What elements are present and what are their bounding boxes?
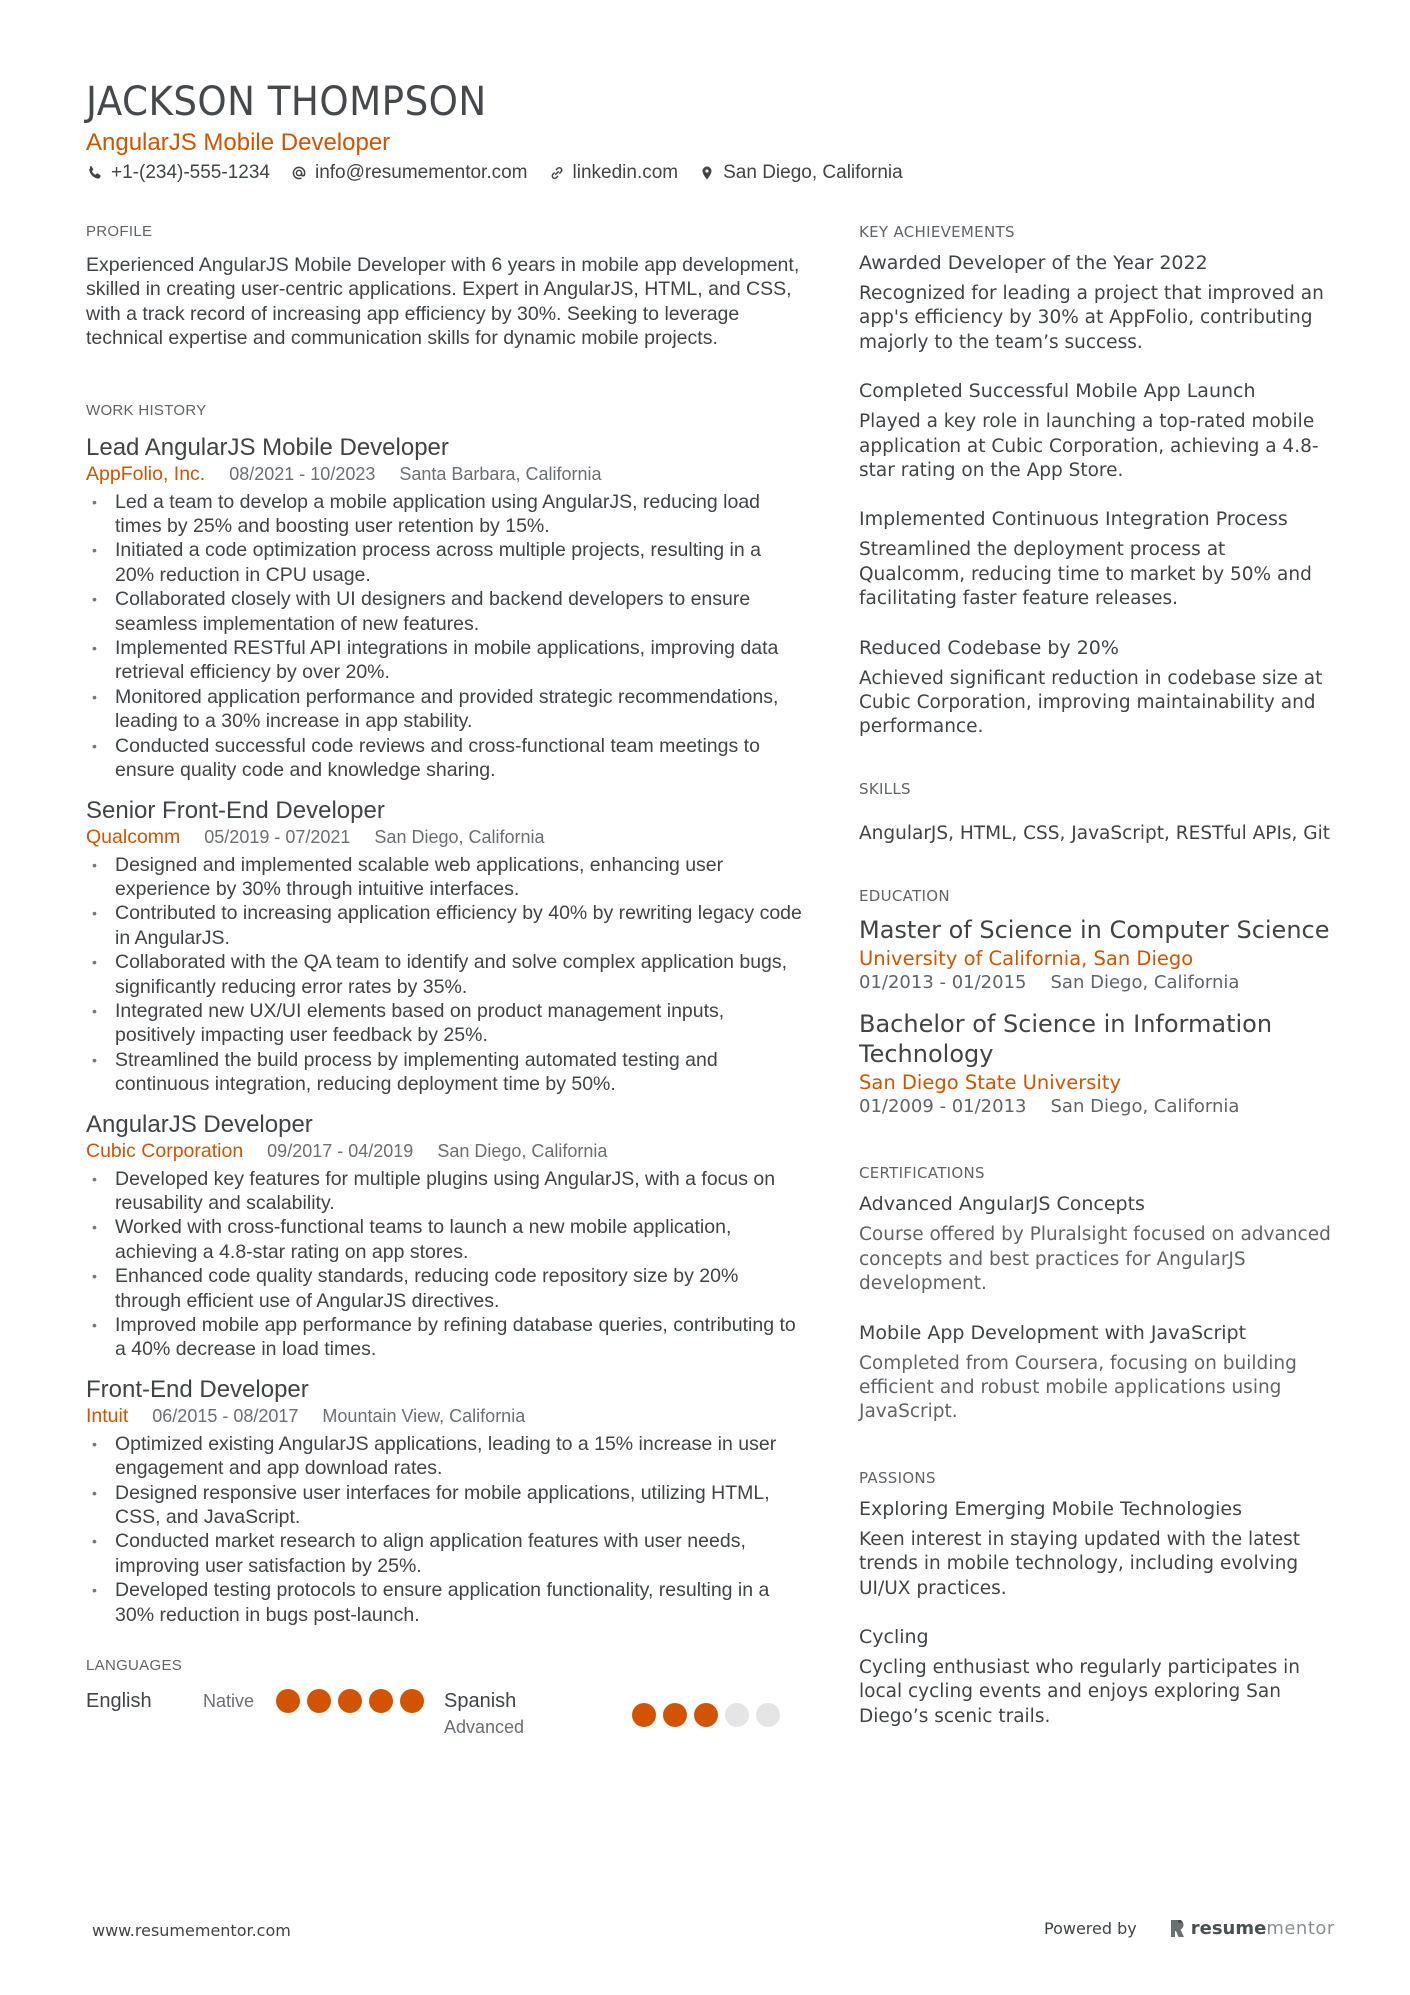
section-label-work-history: WORK HISTORY (86, 401, 207, 419)
bullet-text: Developed key features for multiple plugins using AngularJS, with a focus on reusability and scalability. (115, 1167, 776, 1214)
rating-dot-empty (756, 1703, 780, 1727)
left-column (86, 223, 802, 1739)
bullet-item (86, 1432, 802, 1481)
brand-part-2: mentor (1266, 1918, 1335, 1939)
bullet-item (86, 587, 802, 636)
degree-title: Master of Science in Computer Science (859, 916, 1330, 945)
skills-list: AngularJS, HTML, CSS, JavaScript, RESTful APIs, Git (859, 822, 1331, 844)
achievement-list (859, 251, 1337, 740)
contact-linkedin-text[interactable]: linkedin.com (572, 162, 679, 183)
education-meta (859, 1095, 1337, 1119)
bullet-text: Improved mobile app performance by refining database queries, contributing to a 40% decrease in load times. (115, 1314, 796, 1361)
languages-section (86, 1657, 802, 1739)
job-location: Santa Barbara, California (399, 463, 602, 484)
job-title: AngularJS Developer (86, 1110, 313, 1138)
bullet-dot-icon: • (92, 1268, 97, 1285)
company-name: AppFolio, Inc. (86, 462, 206, 485)
profile-section (86, 223, 802, 351)
achievement-item-description: Played a key role in launching a top-rated mobile application at Cubic Corporation, achieving a 4.8-star rating on the App Store. (859, 411, 1319, 482)
contact-email-text[interactable]: info@resumementor.com (314, 162, 528, 183)
rating-dot-empty (725, 1703, 749, 1727)
powered-by-label: Powered by (1044, 1919, 1137, 1938)
achievement-item-description: Streamlined the deployment process at Qualcomm, reducing time to market by 50% and facilitating faster feature releases. (859, 539, 1312, 610)
job-bullets (86, 1432, 802, 1627)
bullet-dot-icon: • (92, 640, 97, 657)
job-entry (86, 434, 802, 783)
achievement-item-description: Achieved significant reduction in codebase size at Cubic Corporation, improving maintainability and performance. (859, 667, 1323, 738)
bullet-item (86, 734, 802, 783)
bullet-dot-icon: • (92, 1051, 97, 1068)
bullet-text: Enhanced code quality standards, reducing code repository size by 20% through efficient use of AngularJS directives. (115, 1265, 739, 1312)
bullet-text: Optimized existing AngularJS applications, leading to a 15% increase in user engagement and app download rates. (115, 1432, 777, 1480)
school-name: University of California, San Diego (859, 947, 1194, 971)
section-label-certifications: CERTIFICATIONS (859, 1164, 985, 1183)
achievement-item-title: Implemented Continuous Integration Process (859, 508, 1288, 531)
bullet-text: Integrated new UX/UI elements based on product management inputs, positively impacting user feedback by 25%. (115, 999, 725, 1047)
bullet-text: Streamlined the build process by implementing automated testing and continuous integration, reducing deployment time by 50%. (115, 1048, 718, 1096)
section-label-profile: PROFILE (86, 223, 153, 240)
education-location: San Diego, California (1050, 972, 1240, 994)
bullet-dot-icon: • (92, 954, 97, 971)
language-rating (632, 1703, 780, 1727)
bullet-item (86, 901, 802, 950)
education-list (859, 915, 1337, 1119)
rating-dot-filled (276, 1689, 300, 1713)
certifications-section (859, 1164, 1337, 1424)
contact-phone (86, 160, 270, 186)
education-item (859, 915, 1337, 995)
bullet-text: Collaborated closely with UI designers and backend developers to ensure seamless implementation of new features. (115, 588, 751, 635)
passion-item-title: Exploring Emerging Mobile Technologies (859, 1497, 1243, 1520)
resume-header (86, 78, 1326, 186)
spacer (859, 612, 1337, 626)
job-dates: 05/2019 - 07/2021 (204, 826, 351, 847)
rating-dot-filled (369, 1689, 393, 1713)
company-name: Cubic Corporation (86, 1139, 244, 1162)
candidate-title: AngularJS Mobile Developer (86, 129, 391, 156)
bullet-dot-icon: • (92, 905, 97, 922)
passion-item-title: Cycling (859, 1625, 929, 1648)
achievement-item-title: Awarded Developer of the Year 2022 (859, 252, 1208, 274)
bullet-item (86, 950, 802, 999)
section-label-key-achievements: KEY ACHIEVEMENTS (859, 223, 1015, 241)
certification-item-description: Course offered by Pluralsight focused on advanced concepts and best practices for AngularJS development. (859, 1224, 1331, 1295)
certification-item-title: Advanced AngularJS Concepts (859, 1193, 1145, 1216)
passion-item (859, 1601, 1337, 1729)
company-name: Intuit (86, 1404, 129, 1427)
bullet-item (86, 999, 802, 1048)
language-item (86, 1689, 444, 1739)
candidate-name: JACKSON THOMPSON (86, 79, 487, 125)
job-location: San Diego, California (374, 826, 545, 847)
education-dates: 01/2013 - 01/2015 (859, 972, 1027, 994)
education-meta (859, 971, 1337, 995)
education-dates: 01/2009 - 01/2013 (859, 1096, 1027, 1118)
section-label-skills: SKILLS (859, 779, 911, 798)
footer-website[interactable]: www.resumementor.com (92, 1921, 291, 1940)
job-location: San Diego, California (437, 1140, 608, 1161)
bullet-item (86, 1215, 802, 1264)
bullet-text: Developed testing protocols to ensure application functionality, resulting in a 30% reduction in bugs post-launch. (115, 1579, 770, 1626)
language-item (444, 1689, 802, 1739)
achievement-item (859, 355, 1337, 483)
certification-item-title: Mobile App Development with JavaScript (859, 1321, 1247, 1344)
bullet-text: Contributed to increasing application efficiency by 40% by rewriting legacy code in AngularJS. (115, 902, 802, 949)
job-list (86, 434, 802, 1627)
link-icon (548, 164, 566, 182)
job-title: Lead AngularJS Mobile Developer (86, 433, 449, 461)
rating-dot-filled (400, 1689, 424, 1713)
achievement-item (859, 251, 1337, 355)
job-meta (86, 462, 802, 486)
brand-part-1: resume (1190, 1918, 1267, 1939)
achievement-item-description: Recognized for leading a project that improved an app's efficiency by 30% at AppFolio, contributing majorly to the team’s success. (859, 283, 1324, 353)
passions-section (859, 1469, 1337, 1729)
bullet-dot-icon: • (92, 493, 97, 510)
passion-item-description: Keen interest in staying updated with the latest trends in mobile technology, including evolving UI/UX practices. (859, 1528, 1301, 1599)
bullet-dot-icon: • (92, 1219, 97, 1236)
bullet-item (86, 1048, 802, 1097)
contact-linkedin (548, 160, 679, 186)
rating-dot-filled (663, 1703, 687, 1727)
education-section (859, 887, 1337, 1119)
spacer (859, 355, 1337, 369)
spacer (859, 1297, 1337, 1311)
job-dates: 08/2021 - 10/2023 (229, 463, 376, 484)
job-title: Senior Front-End Developer (86, 796, 385, 824)
bullet-dot-icon: • (92, 856, 97, 873)
key-achievements-section (859, 223, 1337, 740)
job-meta (86, 825, 802, 849)
contact-phone-text[interactable]: +1-(234)-555-1234 (111, 162, 270, 183)
section-label-passions: PASSIONS (859, 1468, 936, 1487)
language-rating (276, 1689, 424, 1713)
bullet-dot-icon: • (92, 591, 97, 608)
language-level: Advanced (444, 1717, 525, 1738)
bullet-text: Designed responsive user interfaces for mobile applications, utilizing HTML, CSS, and JavaScript. (115, 1481, 770, 1529)
rating-dot-filled (307, 1689, 331, 1713)
bullet-item (86, 685, 802, 734)
bullet-item (86, 853, 802, 902)
education-location: San Diego, California (1050, 1096, 1240, 1118)
bullet-item (86, 1313, 802, 1362)
bullet-dot-icon: • (92, 1170, 97, 1187)
bullet-text: Conducted market research to align application features with user needs, improving user satisfaction by 25%. (115, 1530, 746, 1577)
achievement-item (859, 483, 1337, 611)
job-meta (86, 1404, 802, 1428)
job-bullets (86, 1167, 802, 1362)
passion-item (859, 1497, 1337, 1601)
at-icon (290, 164, 308, 182)
resumementor-logo-icon (1169, 1919, 1185, 1938)
language-list (86, 1689, 802, 1739)
section-label-education: EDUCATION (859, 887, 950, 906)
footer-powered-by (1044, 1918, 1335, 1939)
right-column (859, 223, 1337, 1729)
spacer (859, 1601, 1337, 1615)
language-level: Native (203, 1691, 255, 1712)
language-name: English (86, 1690, 152, 1713)
bullet-text: Implemented RESTful API integrations in mobile applications, improving data retrieval efficiency by over 20%. (115, 637, 779, 684)
certification-item (859, 1192, 1337, 1296)
bullet-dot-icon: • (92, 1435, 97, 1452)
bullet-dot-icon: • (92, 1484, 97, 1501)
certification-item (859, 1297, 1337, 1425)
contact-location-text: San Diego, California (723, 162, 903, 183)
language-name: Spanish (444, 1690, 517, 1713)
skills-section (859, 780, 1337, 846)
job-entry (86, 1376, 802, 1627)
school-name: San Diego State University (859, 1071, 1122, 1095)
bullet-text: Worked with cross-functional teams to launch a new mobile application, achieving a 4.8-star rating on app stores. (115, 1216, 732, 1263)
bullet-dot-icon: • (92, 1582, 97, 1599)
resumementor-logo[interactable] (1169, 1918, 1335, 1939)
bullet-text: Monitored application performance and provided strategic recommendations, leading to a 30% increase in app stability. (115, 685, 779, 733)
location-pin-icon (698, 164, 716, 182)
bullet-item (86, 1481, 802, 1530)
contact-email (290, 160, 528, 186)
passion-list (859, 1497, 1337, 1729)
certification-item-description: Completed from Coursera, focusing on building efficient and robust mobile applications using JavaScript. (859, 1352, 1297, 1423)
bullet-dot-icon: • (92, 737, 97, 754)
achievement-item-title: Reduced Codebase by 20% (859, 636, 1119, 659)
degree-title: Bachelor of Science in Information Technology (859, 1010, 1273, 1069)
contact-location (698, 160, 903, 186)
certification-list (859, 1192, 1337, 1424)
job-bullets (86, 853, 802, 1097)
education-item (859, 1009, 1337, 1119)
job-title: Front-End Developer (86, 1375, 309, 1403)
bullet-text: Designed and implemented scalable web applications, enhancing user experience by 30% through intuitive interfaces. (115, 853, 724, 900)
bullet-dot-icon: • (92, 542, 97, 559)
section-label-languages: LANGUAGES (86, 1657, 183, 1675)
job-bullets (86, 490, 802, 783)
bullet-dot-icon: • (92, 1533, 97, 1550)
job-dates: 06/2015 - 08/2017 (152, 1405, 299, 1426)
company-name: Qualcomm (86, 825, 181, 848)
rating-dot-filled (694, 1703, 718, 1727)
job-entry (86, 797, 802, 1097)
bullet-item (86, 1167, 802, 1216)
job-location: Mountain View, California (322, 1405, 526, 1426)
bullet-item (86, 1529, 802, 1578)
bullet-item (86, 1264, 802, 1313)
profile-summary: Experienced AngularJS Mobile Developer with 6 years in mobile app development, skilled in creating user-centric applications. Expert in AngularJS, HTML, and CSS, with a track record of increasing app efficiency by 30%. Seeking to leverage technical expertise and communication skills for dynamic mobile projects. (86, 254, 800, 350)
bullet-text: Collaborated with the QA team to identify and solve complex application bugs, significantly reducing error rates by 35%. (115, 951, 788, 998)
achievement-item (859, 612, 1337, 740)
rating-dot-filled (338, 1689, 362, 1713)
work-history-section (86, 402, 802, 1627)
bullet-text: Conducted successful code reviews and cross-functional team meetings to ensure quality code and knowledge sharing. (115, 734, 760, 782)
spacer (859, 483, 1337, 497)
job-dates: 09/2017 - 04/2019 (267, 1140, 414, 1161)
job-meta (86, 1139, 802, 1163)
bullet-item (86, 490, 802, 539)
bullet-dot-icon: • (92, 1002, 97, 1019)
bullet-text: Initiated a code optimization process across multiple projects, resulting in a 20% reduction in CPU usage. (115, 539, 761, 586)
passion-item-description: Cycling enthusiast who regularly participates in local cycling events and enjoys exploring San Diego’s scenic trails. (859, 1656, 1301, 1727)
phone-icon (86, 164, 104, 182)
bullet-dot-icon: • (92, 1317, 97, 1333)
job-entry (86, 1111, 802, 1362)
bullet-item (86, 538, 802, 587)
bullet-item (86, 1578, 802, 1627)
contact-bar (86, 160, 1326, 186)
bullet-text: Led a team to develop a mobile application using AngularJS, reducing load times by 25% and boosting user retention by 15%. (115, 490, 761, 538)
bullet-item (86, 636, 802, 685)
achievement-item-title: Completed Successful Mobile App Launch (859, 380, 1256, 403)
bullet-dot-icon: • (92, 688, 97, 705)
rating-dot-filled (632, 1703, 656, 1727)
